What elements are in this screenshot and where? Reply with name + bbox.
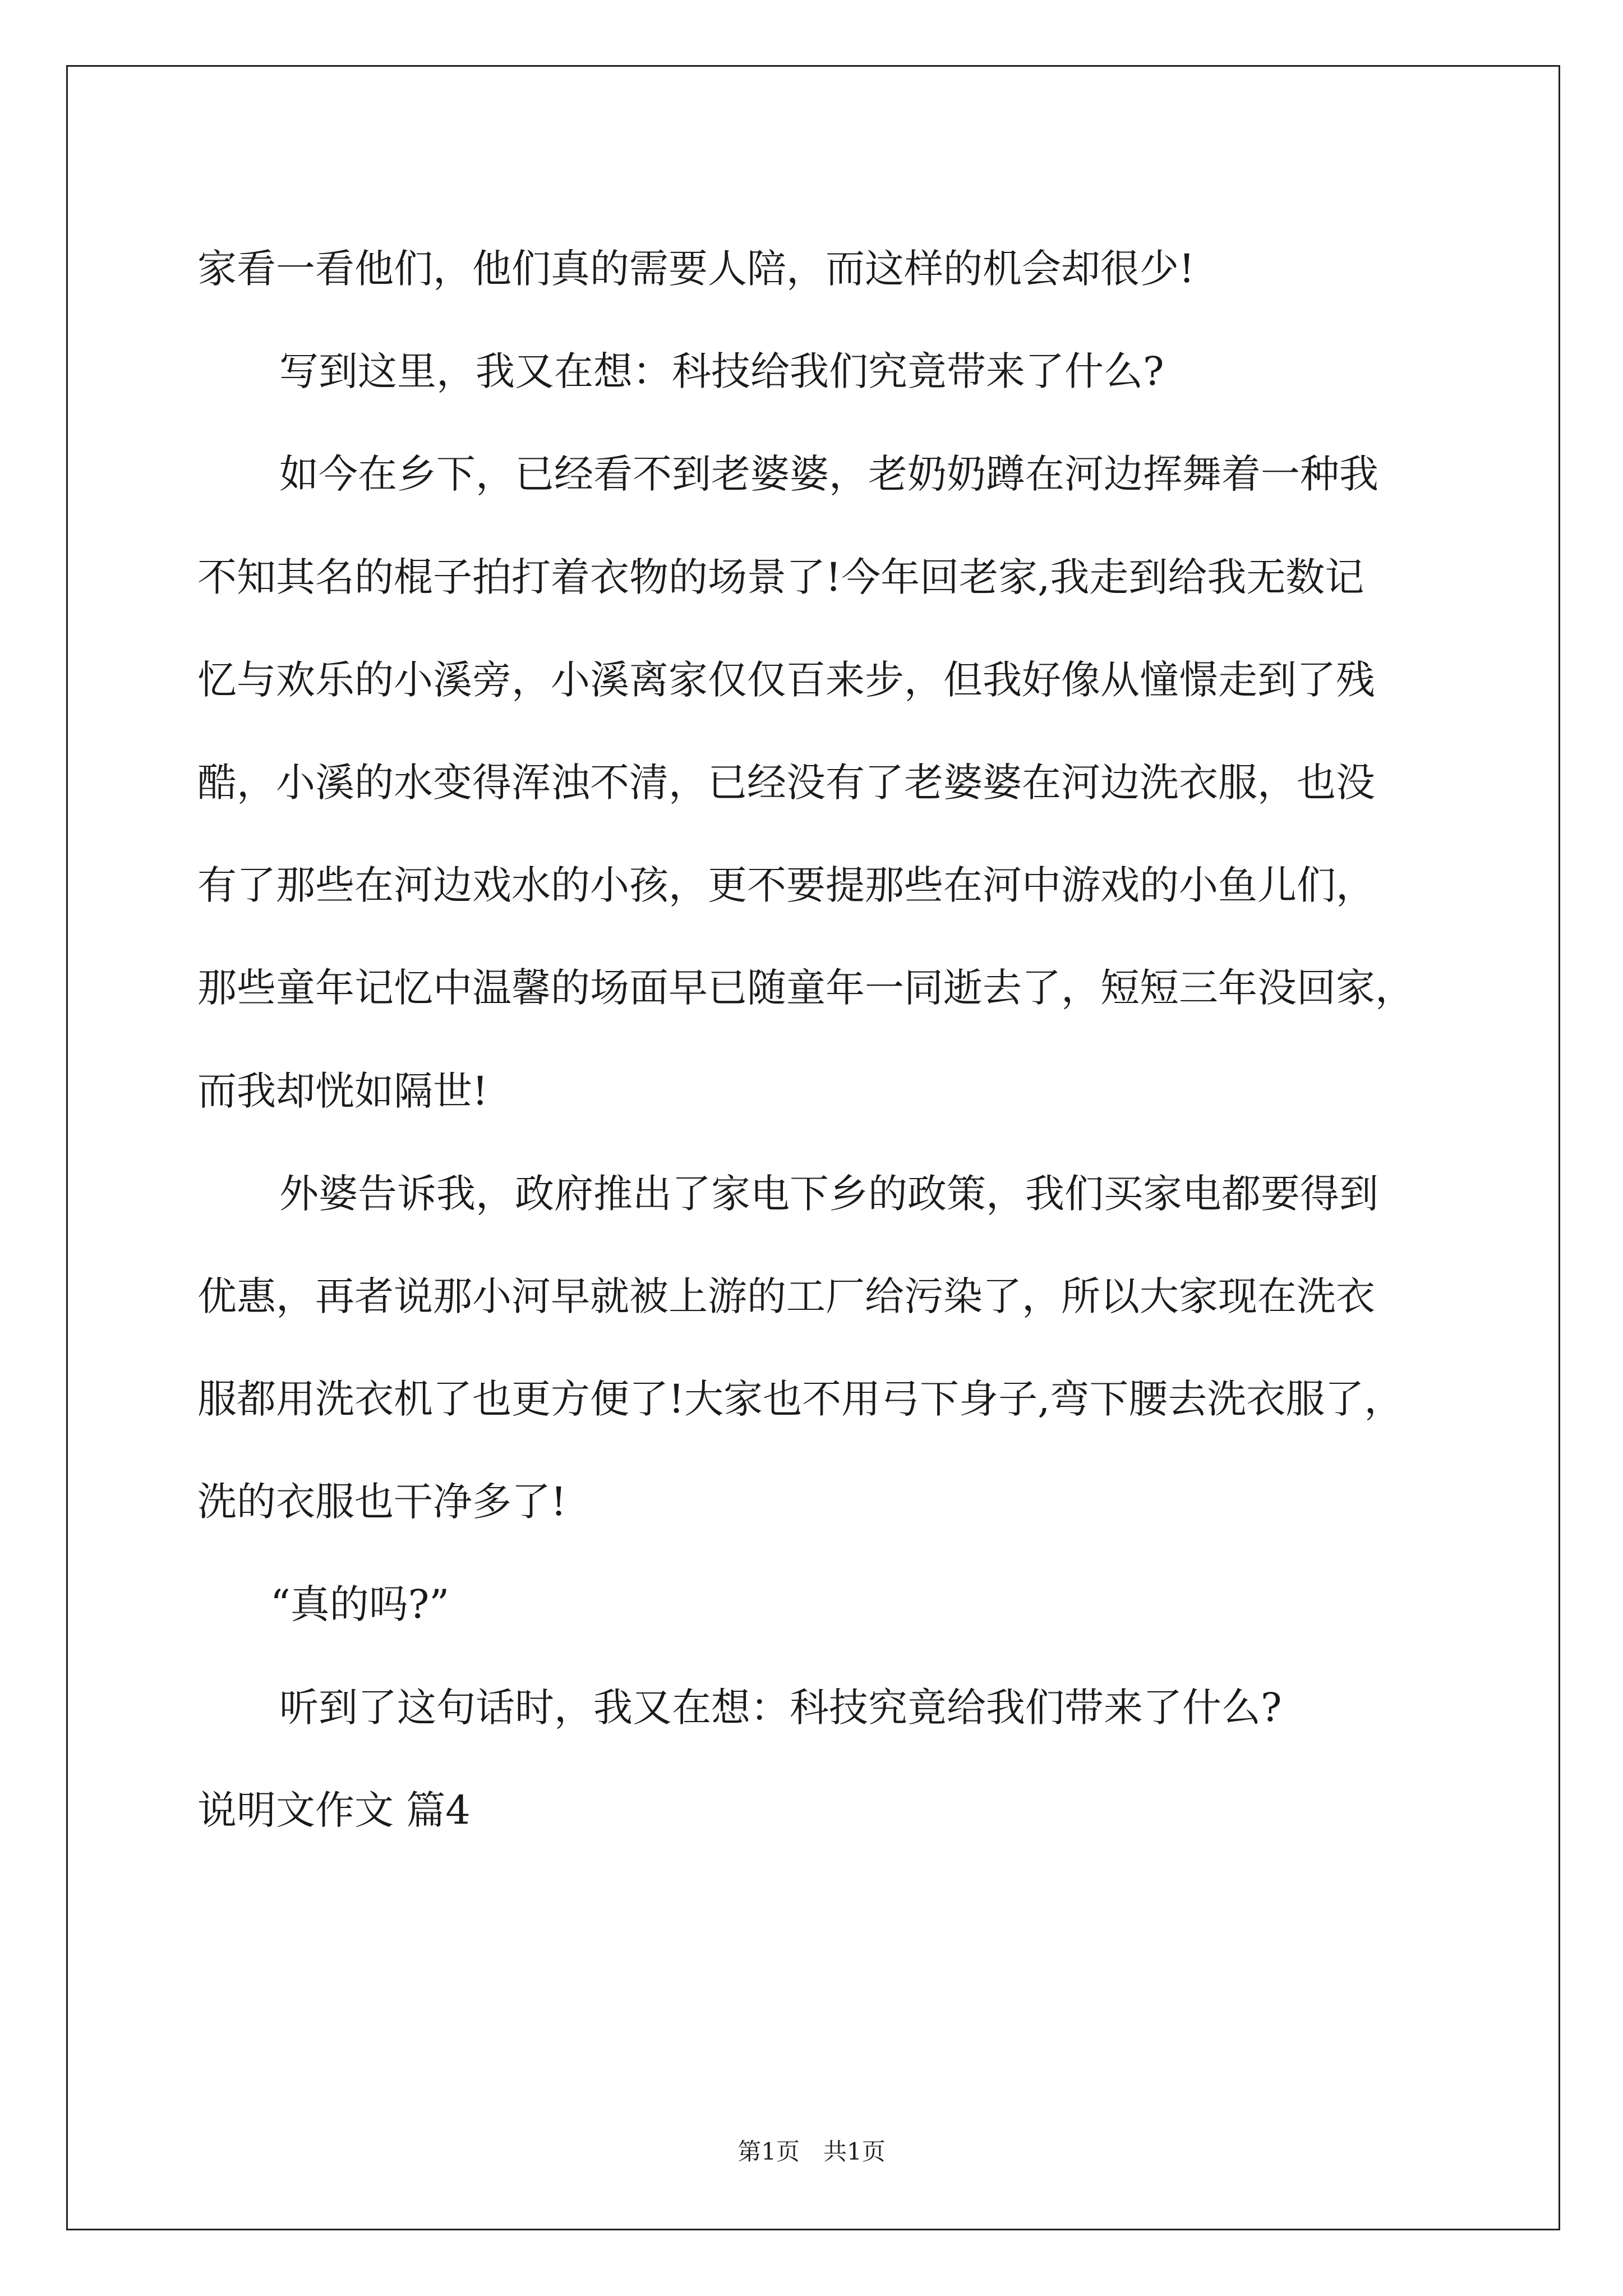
quote-line: “真的吗?”: [270, 1581, 450, 1628]
text-line: 有了那些在河边戏水的小孩，更不要提那些在河中游戏的小鱼儿们，: [197, 862, 1375, 909]
paragraph-line: 听到了这句话时，我又在想：科技究竟给我们带来了什么?: [279, 1684, 1282, 1731]
paragraph-line: 写到这里，我又在想：科技给我们究竟带来了什么?: [279, 348, 1164, 395]
text-line-continuation: 家看一看他们，他们真的需要人陪，而这样的机会却很少!: [197, 246, 1195, 292]
text-line: 那些童年记忆中温馨的场面早已随童年一同逝去了，短短三年没回家，: [197, 965, 1414, 1011]
text-line: 而我却恍如隔世!: [197, 1068, 488, 1114]
paragraph-line: 外婆告诉我，政府推出了家电下乡的政策，我们买家电都要得到: [279, 1170, 1378, 1217]
page-total: 共1页: [823, 2138, 886, 2165]
page-footer: [0, 2136, 1623, 2168]
text-line: 优惠，再者说那小河早就被上游的工厂给污染了，所以大家现在洗衣: [197, 1273, 1375, 1319]
page-number: 第1页: [737, 2138, 800, 2165]
text-line: 服都用洗衣机了也更方便了!大家也不用弓下身子,弯下腰去洗衣服了，: [197, 1376, 1404, 1423]
text-line: 忆与欢乐的小溪旁，小溪离家仅仅百来步，但我好像从憧憬走到了残: [197, 656, 1375, 703]
section-heading: 说明文作文 篇4: [197, 1787, 471, 1833]
text-line: 酷，小溪的水变得浑浊不清，已经没有了老婆婆在河边洗衣服，也没: [197, 759, 1375, 806]
paragraph-line: 如今在乡下，已经看不到老婆婆，老奶奶蹲在河边挥舞着一种我: [279, 451, 1378, 498]
document-body: [197, 218, 1465, 1862]
text-line: 不知其名的棍子拍打着衣物的场景了!今年回老家,我走到给我无数记: [197, 554, 1364, 600]
text-line: 洗的衣服也干净多了!: [197, 1479, 567, 1525]
